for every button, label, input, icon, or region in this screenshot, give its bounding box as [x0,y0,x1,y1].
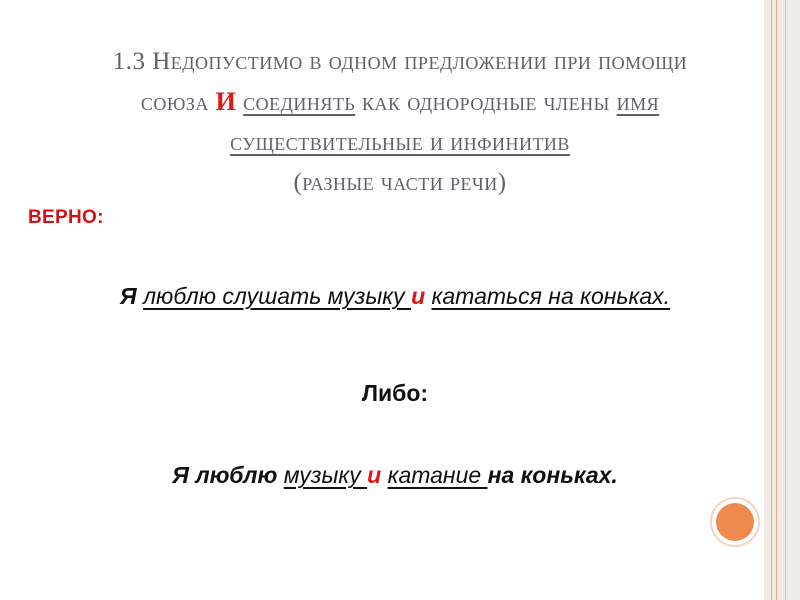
sentence-end: на коньках. [487,462,618,488]
correct-label: ВЕРНО: [28,207,104,228]
title-text: союза [140,89,216,116]
title-rule-number: 1.3 Недопустимо [112,48,303,75]
title-line-2 [30,82,770,123]
sentence-start: Я люблю [172,462,284,488]
slide-title [30,42,770,203]
title-text: в одном предложении при помощи [302,48,688,75]
either-label: Либо: [361,380,429,406]
sentence-subject: Я [119,283,144,309]
homogeneous-member-1: люблю слушать музыку [143,283,412,309]
title-join-word: соединять [243,89,356,116]
title-note: (разные части речи) [293,169,507,196]
title-line-1 [30,42,770,82]
title-noun-word: имя [616,89,660,116]
title-parts-of-speech: существительные и инфинитив [230,129,570,156]
title-line-4 [30,163,770,203]
example-sentence-1 [0,283,790,310]
homogeneous-member-2: катание [387,462,488,488]
title-line-3 [30,123,770,163]
title-conjunction: И [215,87,237,116]
homogeneous-member-1: музыку [283,462,368,488]
example-sentence-2 [0,462,790,489]
homogeneous-member-2: кататься на коньках. [431,283,671,309]
title-text: как однородные члены [355,89,617,116]
sentence-conjunction: и [367,462,382,488]
decorative-circle-icon [716,503,754,541]
sentence-conjunction: и [411,283,426,309]
